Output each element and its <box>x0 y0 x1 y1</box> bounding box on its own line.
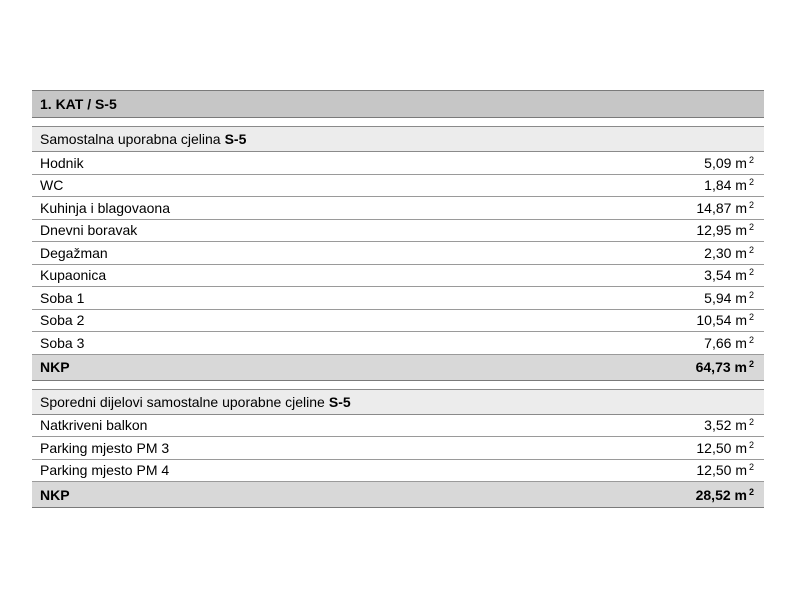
area-value <box>704 267 754 283</box>
section-title-text: Sporedni dijelovi samostalne uporabne cjeline <box>40 393 325 410</box>
area-value <box>696 487 754 503</box>
table-row <box>32 242 764 265</box>
unit-exponent: 2 <box>748 486 754 497</box>
floor-title: 1. KAT / S-5 <box>40 96 117 112</box>
section-rows-unit <box>32 152 764 381</box>
area-number: 5,09 m <box>704 154 747 171</box>
table-row <box>32 220 764 243</box>
room-name: Dnevni boravak <box>40 222 138 239</box>
table-row <box>32 287 764 310</box>
area-number: 12,95 m <box>696 222 747 239</box>
area-number: 14,87 m <box>696 199 747 216</box>
unit-exponent: 2 <box>748 222 754 233</box>
unit-exponent: 2 <box>748 267 754 278</box>
unit-exponent: 2 <box>748 244 754 255</box>
area-value <box>704 290 754 306</box>
area-number: 12,50 m <box>696 439 747 456</box>
table-row <box>32 310 764 333</box>
spacer <box>32 118 764 126</box>
total-row <box>32 355 764 381</box>
area-number: 10,54 m <box>696 312 747 329</box>
area-number: 5,94 m <box>704 289 747 306</box>
room-name: NKP <box>40 359 70 375</box>
room-name: WC <box>40 177 64 194</box>
unit-exponent: 2 <box>748 199 754 210</box>
area-value <box>696 312 754 328</box>
area-value <box>704 335 754 351</box>
section-title-text: Samostalna uporabna cjelina <box>40 131 221 147</box>
room-name: Kuhinja i blagovaona <box>40 199 170 216</box>
area-number: 64,73 m <box>695 359 747 375</box>
unit-exponent: 2 <box>748 289 754 300</box>
section-title-unit <box>32 126 764 152</box>
room-name: Hodnik <box>40 154 84 171</box>
unit-exponent: 2 <box>748 359 754 369</box>
area-number: 12,50 m <box>696 462 747 479</box>
table-row <box>32 265 764 288</box>
table-row <box>32 332 764 355</box>
area-value <box>696 359 754 375</box>
area-value <box>696 200 754 216</box>
area-number: 7,66 m <box>704 334 747 351</box>
unit-exponent: 2 <box>748 177 754 188</box>
unit-exponent: 2 <box>748 312 754 323</box>
table-row <box>32 460 764 483</box>
floor-header <box>32 90 764 118</box>
room-name: Natkriveni balkon <box>40 417 148 434</box>
unit-exponent: 2 <box>748 417 754 428</box>
total-row <box>32 482 764 508</box>
spacer <box>32 381 764 389</box>
room-name: Kupaonica <box>40 267 107 284</box>
room-name: NKP <box>40 486 70 503</box>
room-name: Degažman <box>40 244 108 261</box>
table-row <box>32 197 764 220</box>
area-value <box>704 245 754 261</box>
room-name: Soba 1 <box>40 289 85 306</box>
table-row <box>32 437 764 460</box>
area-number: 3,52 m <box>704 417 747 434</box>
area-value <box>696 440 754 456</box>
room-name: Soba 3 <box>40 334 85 351</box>
unit-exponent: 2 <box>748 439 754 450</box>
unit-exponent: 2 <box>748 462 754 473</box>
section-title-code: S-5 <box>224 131 247 147</box>
area-number: 28,52 m <box>695 486 747 503</box>
section-rows-auxiliary <box>32 415 764 509</box>
area-number: 1,84 m <box>704 177 747 194</box>
unit-exponent: 2 <box>748 154 754 165</box>
room-name: Parking mjesto PM 3 <box>40 439 170 456</box>
area-number: 3,54 m <box>704 267 747 284</box>
room-name: Soba 2 <box>40 312 85 329</box>
area-value <box>696 462 754 478</box>
section-title-code: S-5 <box>328 393 351 410</box>
area-value <box>704 155 754 171</box>
unit-exponent: 2 <box>748 334 754 345</box>
section-title-auxiliary <box>32 389 764 415</box>
area-value <box>696 222 754 238</box>
room-name: Parking mjesto PM 4 <box>40 462 170 479</box>
area-table <box>32 90 764 508</box>
area-number: 2,30 m <box>704 244 747 261</box>
table-row <box>32 152 764 175</box>
area-value <box>704 417 754 433</box>
table-row <box>32 415 764 438</box>
area-value <box>704 177 754 193</box>
table-row <box>32 175 764 198</box>
